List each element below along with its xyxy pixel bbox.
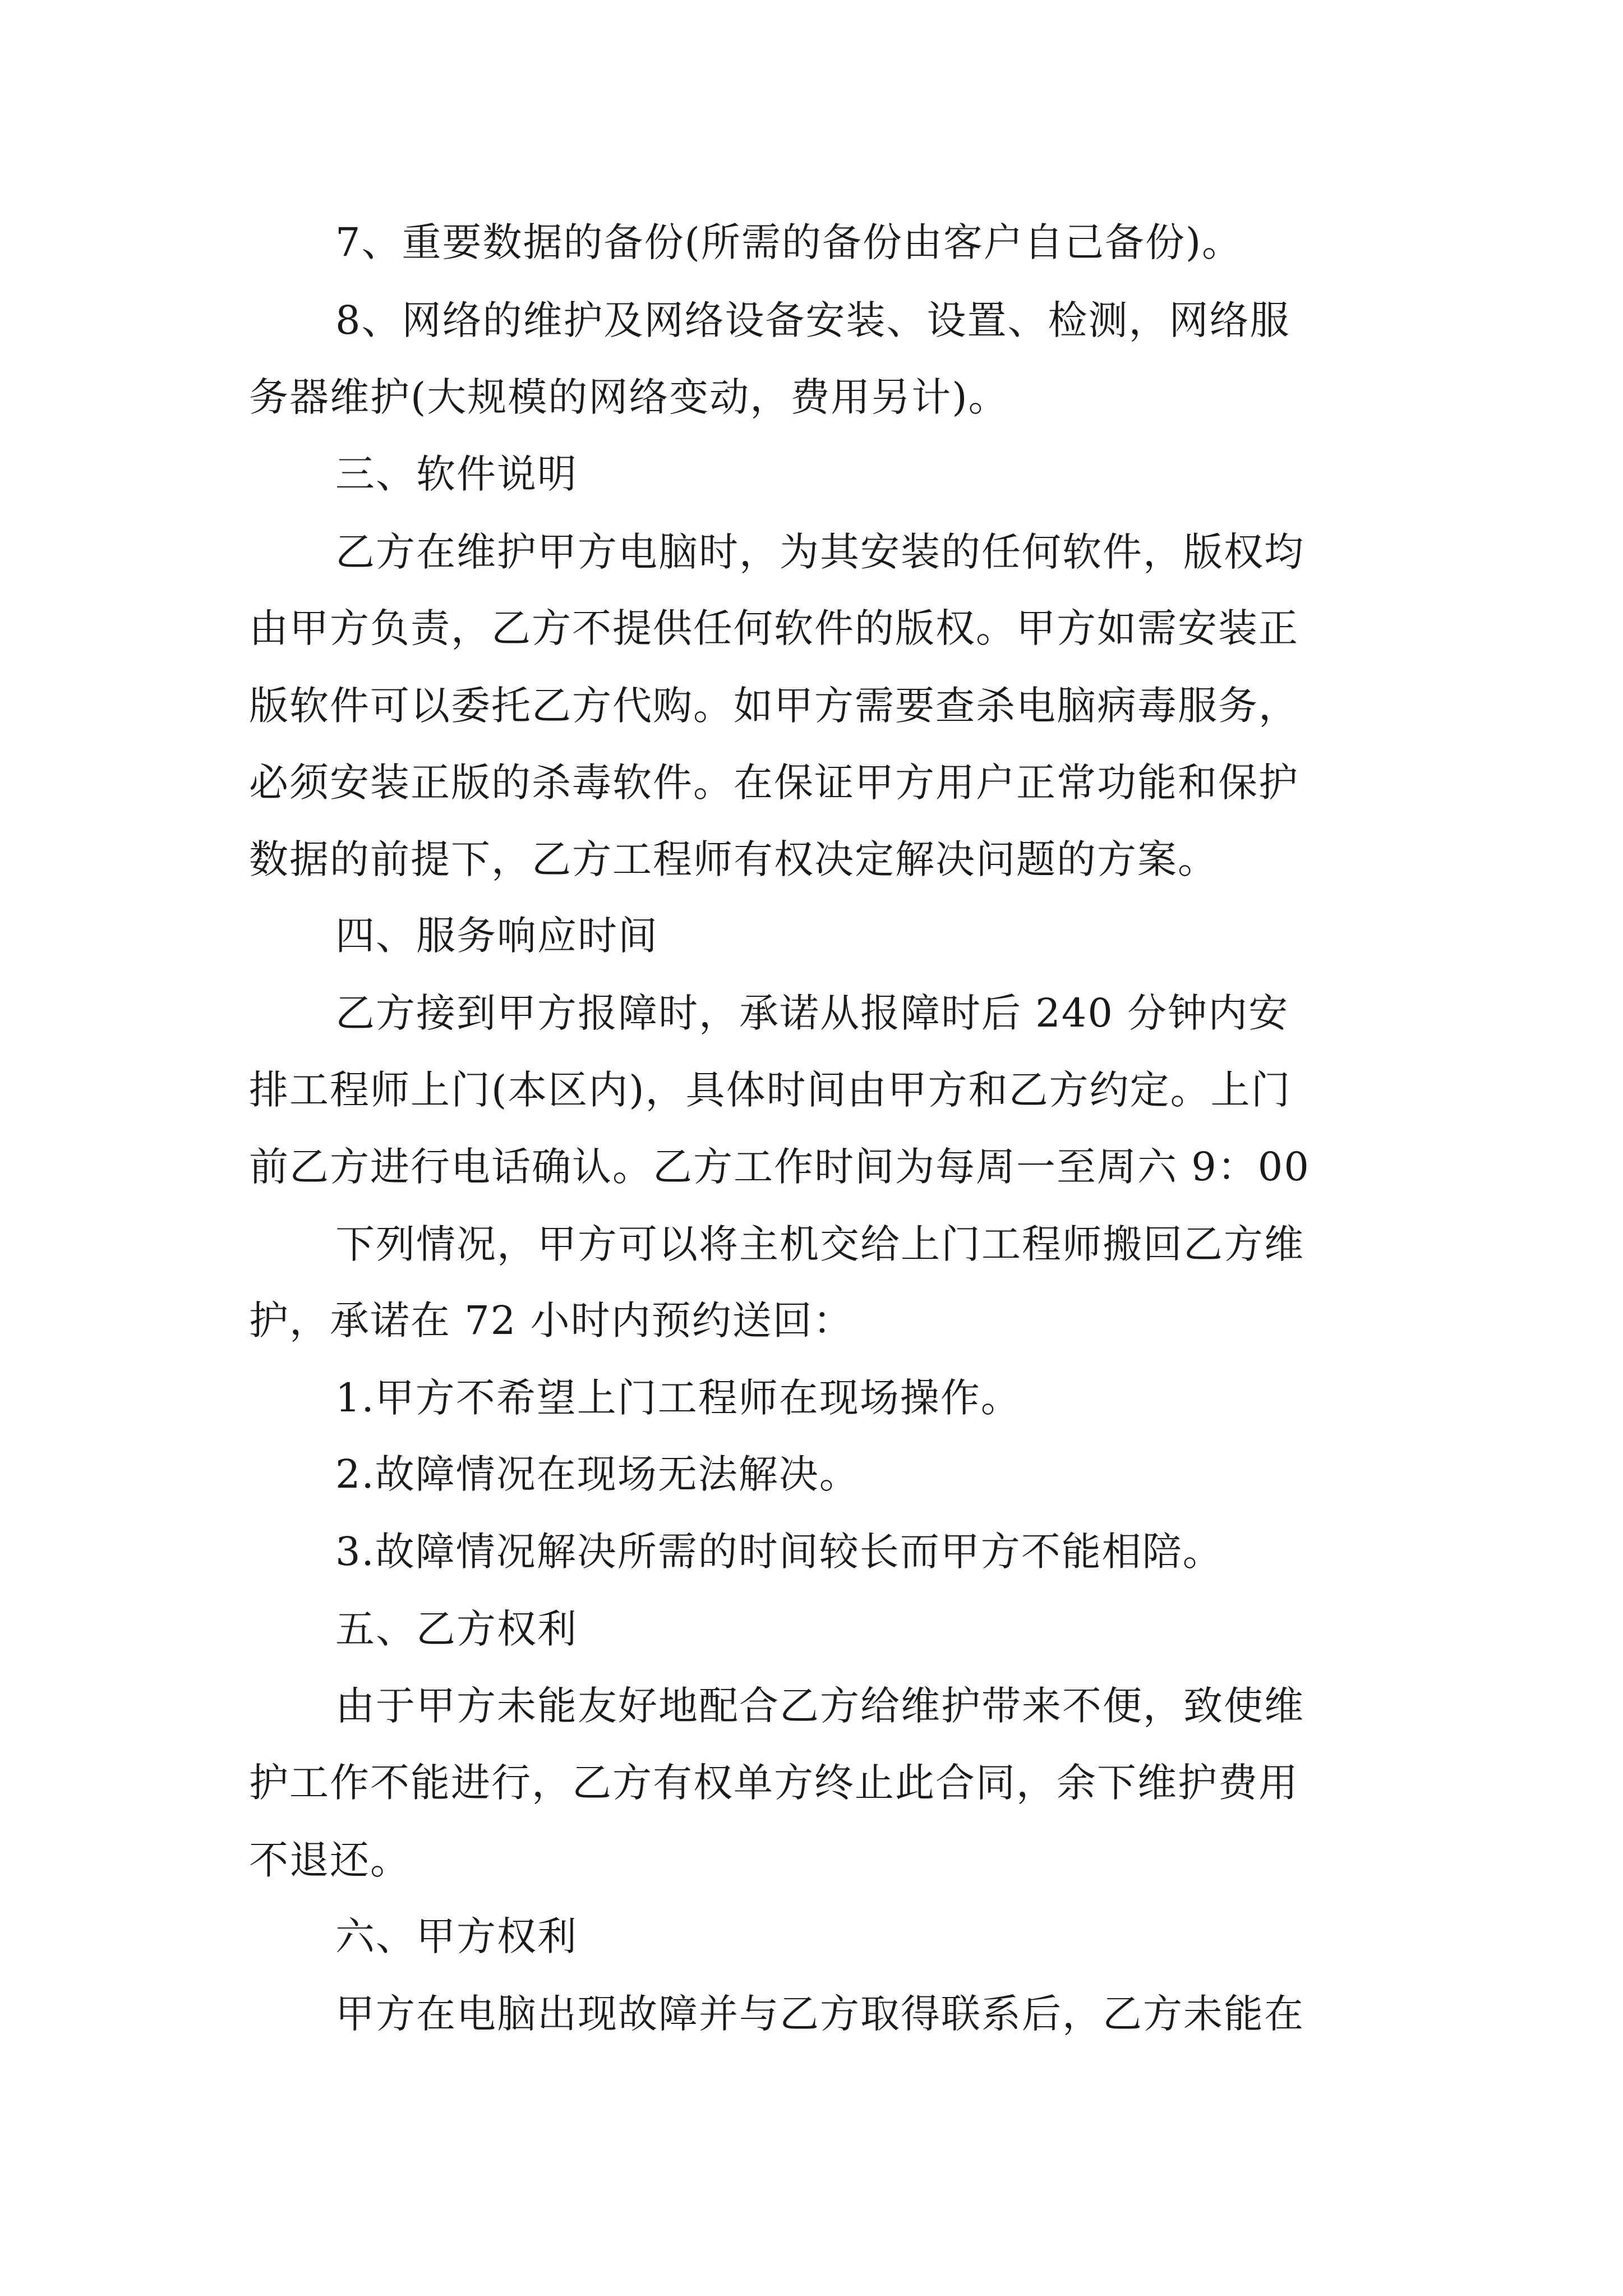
section-3-para-line5: 数据的前提下，乙方工程师有权决定解决问题的方案。 (249, 836, 1218, 882)
section-3-para-line3: 版软件可以委托乙方代购。如甲方需要查杀电脑病毒服务， (249, 683, 1299, 729)
section-5-heading: 五、乙方权利 (335, 1606, 578, 1652)
section-5-para-line3: 不退还。 (249, 1837, 411, 1883)
section-5-para-line1: 由于甲方未能友好地配合乙方给维护带来不便，致使维 (335, 1683, 1304, 1729)
section-4-heading: 四、服务响应时间 (335, 913, 658, 959)
item-8-network-line2: 务器维护(大规模的网络变动，费用另计)。 (249, 374, 1009, 420)
item-7-backup: 7、重要数据的备份(所需的备份由客户自己备份)。 (335, 219, 1243, 265)
list-item-3: 3.故障情况解决所需的时间较长而甲方不能相陪。 (335, 1529, 1223, 1575)
section-3-para-line1: 乙方在维护甲方电脑时，为其安装的任何软件，版权均 (335, 529, 1304, 575)
section-6-para-line1: 甲方在电脑出现故障并与乙方取得联系后，乙方未能在 (335, 1991, 1304, 2037)
section-5-para-line2: 护工作不能进行，乙方有权单方终止此合同，余下维护费用 (249, 1760, 1299, 1806)
section-3-para-line4: 必须安装正版的杀毒软件。在保证甲方用户正常功能和保护 (249, 760, 1299, 806)
section-4-para2-line1: 下列情况，甲方可以将主机交给上门工程师搬回乙方维 (335, 1221, 1304, 1267)
section-4-para-line2: 排工程师上门(本区内)，具体时间由甲方和乙方约定。上门 (249, 1067, 1292, 1113)
section-4-para-line1: 乙方接到甲方报障时，承诺从报障时后 240 分钟内安 (335, 990, 1289, 1036)
section-4-para2-line2: 护，承诺在 72 小时内预约送回： (249, 1297, 854, 1343)
section-3-heading: 三、软件说明 (335, 451, 578, 497)
list-item-1: 1.甲方不希望上门工程师在现场操作。 (335, 1375, 1021, 1421)
item-8-network-line1: 8、网络的维护及网络设备安装、设置、检测，网络服 (335, 297, 1290, 343)
section-3-para-line2: 由甲方负责，乙方不提供任何软件的版权。甲方如需安装正 (249, 605, 1299, 651)
section-4-para-line3: 前乙方进行电话确认。乙方工作时间为每周一至周六 9：00 (249, 1144, 1310, 1190)
section-6-heading: 六、甲方权利 (335, 1913, 578, 1959)
list-item-2: 2.故障情况在现场无法解决。 (335, 1451, 860, 1497)
